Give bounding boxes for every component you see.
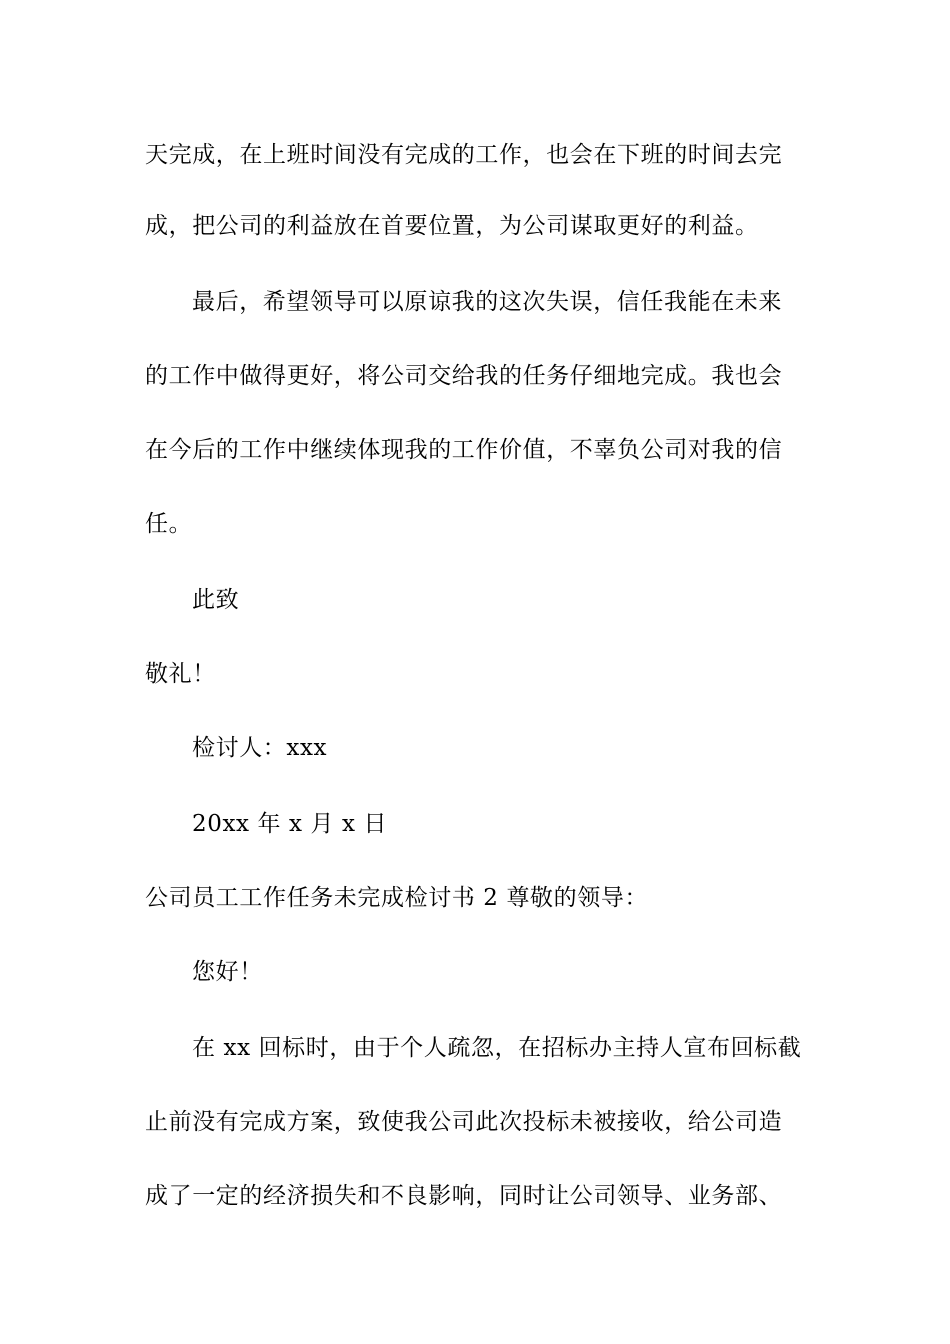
date-line: 20xx 年 x 月 x 日 [192,811,388,837]
paragraph-line: 在 xx 回标时，由于个人疏忽，在招标办主持人宣布回标截 [192,1035,802,1061]
paragraph-line: 天完成，在上班时间没有完成的工作，也会在下班的时间去完 [145,142,783,168]
paragraph-line: 任。 [145,511,193,537]
greeting: 您好！ [192,959,263,985]
paragraph-line: 成了一定的经济损失和不良影响，同时让公司领导、业务部、 [145,1183,783,1209]
paragraph-line: 在今后的工作中继续体现我的工作价值，不辜负公司对我的信 [145,437,783,463]
closing-salutation: 此致 [192,587,240,613]
paragraph-line: 的工作中做得更好，将公司交给我的任务仔细地完成。我也会 [145,363,783,389]
paragraph-line: 最后，希望领导可以原谅我的这次失误，信任我能在未来 [192,289,782,315]
paragraph-line: 成，把公司的利益放在首要位置，为公司谋取更好的利益。 [145,213,759,239]
signature-line: 检讨人：xxx [192,735,328,761]
section-title: 公司员工工作任务未完成检讨书 2 尊敬的领导： [145,885,649,911]
paragraph-line: 止前没有完成方案，致使我公司此次投标未被接收，给公司造 [145,1109,783,1135]
closing-regards: 敬礼！ [145,661,216,687]
